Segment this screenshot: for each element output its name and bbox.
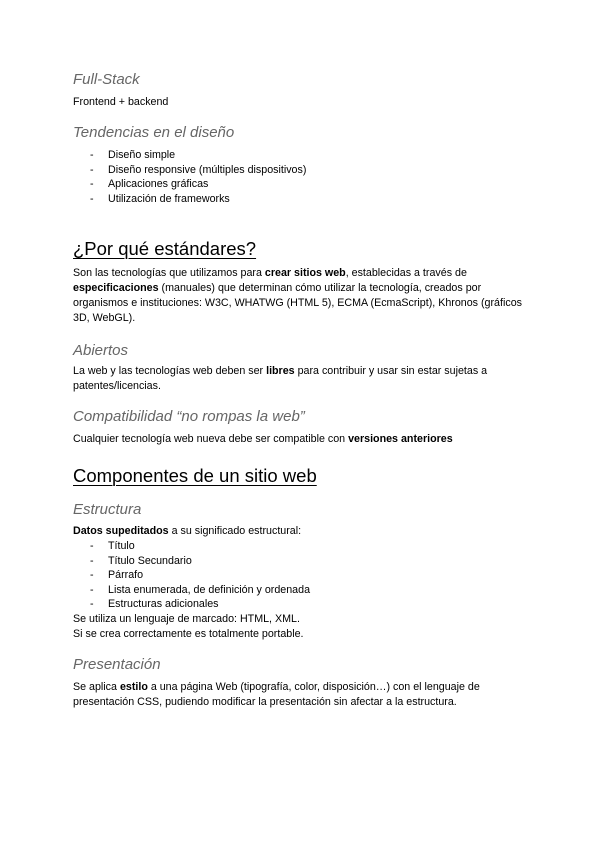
list-item: - Utilización de frameworks [73,192,306,207]
estandares-paragraph: Son las tecnologías que utilizamos para crear sitios web, establecidas a través de especificaciones (manuales) que determinan cómo utilizar la tecnología, creados por organismos e instituciones: W3C, WHATWG (HTML 5), ECMA (EcmaScript), Khronos (gráficos 3D, WebGL). [73,267,522,324]
list-item: - Diseño responsive (múltiples dispositivos) [73,163,306,178]
fullstack-text: Frontend + backend [73,96,169,108]
presentacion-heading: Presentación [73,656,161,673]
componentes-heading: Componentes de un sitio web [73,465,317,486]
estandares-heading: ¿Por qué estándares? [73,238,257,259]
abiertos-heading: Abiertos [73,342,129,359]
list-item: - Lista enumerada, de definición y ordenada [73,583,310,598]
tendencias-heading: Tendencias en el diseño [73,124,235,141]
estructura-line-1: Se utiliza un lenguaje de marcado: HTML, XML. [73,613,300,625]
list-item: - Estructuras adicionales [73,597,310,612]
compatibilidad-heading: Compatibilidad “no rompas la web” [73,408,305,425]
estructura-line-2: Si se crea correctamente es totalmente portable. [73,628,304,640]
abiertos-paragraph: La web y las tecnologías web deben ser libres para contribuir y usar sin estar sujetas a patentes/licencias. [73,365,488,392]
compatibilidad-paragraph: Cualquier tecnología web nueva debe ser compatible con versiones anteriores [73,433,453,445]
tendencias-list [73,148,306,206]
presentacion-paragraph: Se aplica estilo a una página Web (tipografía, color, disposición…) con el lenguaje de presentación CSS, pudiendo modificar la presentación sin afectar a la estructura. [73,681,480,708]
fullstack-heading: Full-Stack [73,71,140,88]
list-item: - Párrafo [73,568,310,583]
estructura-list [73,539,310,612]
estructura-heading: Estructura [73,501,142,518]
list-item: - Título Secundario [73,554,310,569]
list-item: - Aplicaciones gráficas [73,177,306,192]
estructura-intro: Datos supeditados a su significado estructural: [73,525,302,537]
list-item: - Título [73,539,310,554]
list-item: - Diseño simple [73,148,306,163]
